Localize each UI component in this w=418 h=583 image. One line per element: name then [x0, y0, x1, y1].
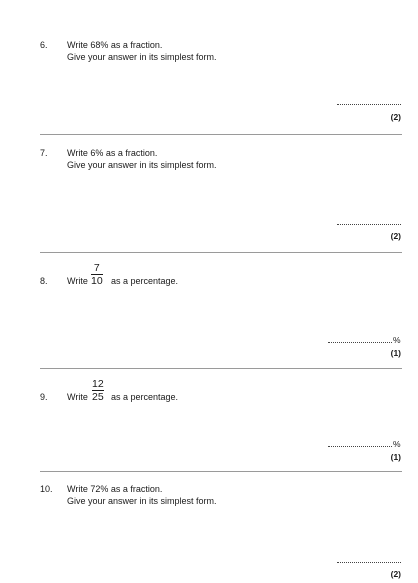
question-8-answer-line[interactable]: [328, 342, 392, 343]
divider-rule: [40, 134, 402, 135]
question-9-number: 9.: [40, 392, 48, 402]
question-8-fraction: [91, 262, 103, 287]
question-7-answer-line[interactable]: [337, 224, 401, 225]
question-7-line-2: Give your answer in its simplest form.: [67, 160, 217, 170]
divider-rule: [40, 368, 402, 369]
question-6-marks: (2): [390, 112, 401, 122]
question-9-suffix: as a percentage.: [111, 392, 179, 402]
question-8-suffix: as a percentage.: [111, 276, 179, 286]
question-10-line-2: Give your answer in its simplest form.: [67, 496, 217, 506]
question-8-marks: (1): [390, 348, 401, 358]
question-6-number: 6.: [40, 40, 48, 50]
question-9-fraction: [92, 378, 104, 403]
question-9-numerator: 12: [92, 378, 104, 390]
question-9-answer-line[interactable]: [328, 446, 392, 447]
divider-rule: [40, 471, 402, 472]
question-6-answer-line[interactable]: [337, 104, 401, 105]
question-8-percent-sign: %: [393, 335, 401, 345]
question-7-number: 7.: [40, 148, 48, 158]
question-9-prefix: Write: [67, 392, 88, 402]
question-6-line-1: Write 68% as a fraction.: [67, 40, 163, 50]
question-7-line-1: Write 6% as a fraction.: [67, 148, 158, 158]
question-6-line-2: Give your answer in its simplest form.: [67, 52, 217, 62]
question-9-denominator: 25: [92, 391, 104, 403]
question-10-line-1: Write 72% as a fraction.: [67, 484, 163, 494]
question-8-numerator: 7: [93, 262, 100, 274]
divider-rule: [40, 252, 402, 253]
question-10-marks: (2): [390, 569, 401, 579]
question-8-number: 8.: [40, 276, 48, 286]
question-10-number: 10.: [40, 484, 53, 494]
question-9-marks: (1): [390, 452, 401, 462]
question-8-prefix: Write: [67, 276, 88, 286]
question-7-marks: (2): [390, 231, 401, 241]
question-9-percent-sign: %: [393, 439, 401, 449]
question-8-denominator: 10: [91, 275, 103, 287]
question-10-answer-line[interactable]: [337, 562, 401, 563]
